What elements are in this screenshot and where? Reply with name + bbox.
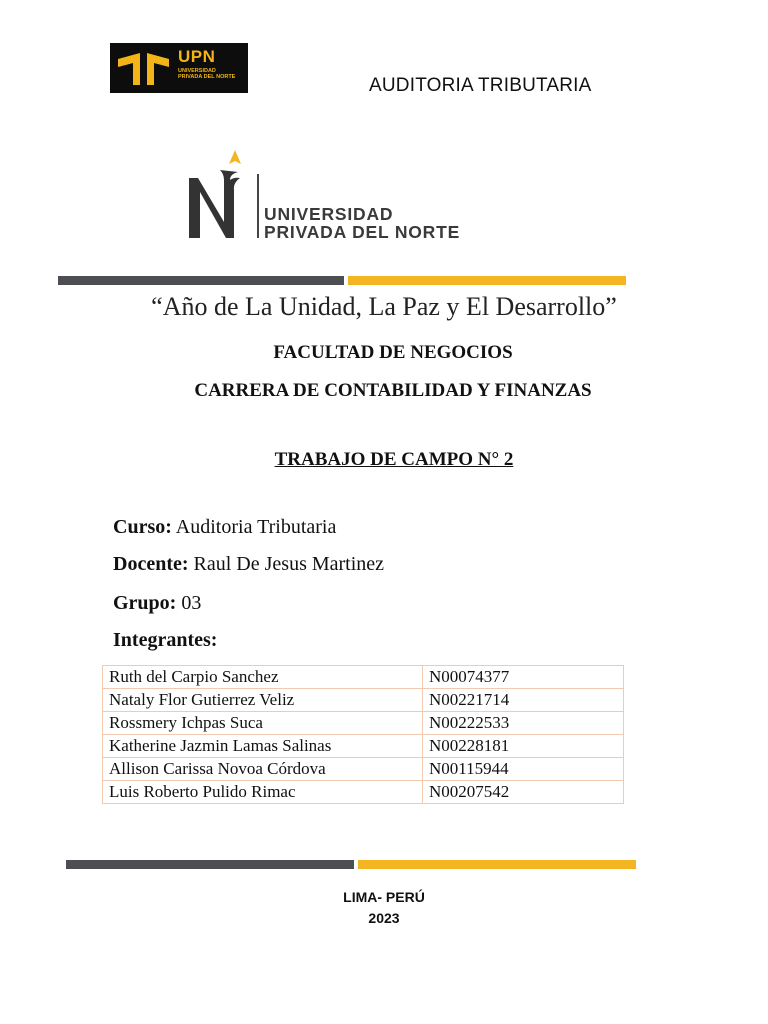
table-row xyxy=(103,781,624,804)
member-code: N00115944 xyxy=(423,758,624,781)
upn-logo-subtext: UNIVERSIDAD PRIVADA DEL NORTE xyxy=(178,68,236,80)
member-code: N00207542 xyxy=(423,781,624,804)
members-table xyxy=(102,665,624,804)
table-row xyxy=(103,735,624,758)
teacher-value: Raul De Jesus Martinez xyxy=(193,553,385,575)
table-row xyxy=(103,689,624,712)
divider-bar-dark-bottom xyxy=(66,860,354,869)
faculty-title: FACULTAD DE NEGOCIOS xyxy=(273,342,513,363)
course-label: Curso: xyxy=(113,516,172,538)
teacher-label: Docente: xyxy=(113,553,189,575)
group-value: 03 xyxy=(181,592,202,614)
work-title: TRABAJO DE CAMPO N° 2 xyxy=(274,449,514,470)
header-title: AUDITORIA TRIBUTARIA xyxy=(369,75,592,96)
member-code: N00221714 xyxy=(423,689,624,712)
university-n-emblem-icon xyxy=(186,148,266,244)
members-line xyxy=(113,629,217,652)
teacher-line xyxy=(113,553,384,576)
member-name: Katherine Jazmin Lamas Salinas xyxy=(103,735,423,758)
course-value: Auditoria Tributaria xyxy=(175,516,337,538)
group-label: Grupo: xyxy=(113,592,177,614)
upn-logo-text: UPN xyxy=(178,47,216,66)
member-name: Luis Roberto Pulido Rimac xyxy=(103,781,423,804)
motto: “Año de La Unidad, La Paz y El Desarrollo” xyxy=(151,292,617,321)
divider-bar-dark-top xyxy=(58,276,344,285)
course-line xyxy=(113,516,336,539)
member-code: N00074377 xyxy=(423,666,624,689)
member-name: Allison Carissa Novoa Córdova xyxy=(103,758,423,781)
member-name: Rossmery Ichpas Suca xyxy=(103,712,423,735)
footer-year: 2023 xyxy=(368,910,400,926)
table-row xyxy=(103,712,624,735)
member-name: Ruth del Carpio Sanchez xyxy=(103,666,423,689)
members-label: Integrantes: xyxy=(113,629,218,651)
career-title: CARRERA DE CONTABILIDAD Y FINANZAS xyxy=(194,380,592,401)
divider-bar-gold-top xyxy=(348,276,626,285)
member-name: Nataly Flor Gutierrez Veliz xyxy=(103,689,423,712)
university-name: UNIVERSIDAD PRIVADA DEL NORTE xyxy=(264,204,461,242)
member-code: N00228181 xyxy=(423,735,624,758)
upn-logo xyxy=(110,43,248,93)
university-logo xyxy=(186,148,476,244)
footer-place: LIMA- PERÚ xyxy=(343,889,425,905)
group-line xyxy=(113,592,201,615)
table-row xyxy=(103,758,624,781)
table-row xyxy=(103,666,624,689)
divider-bar-gold-bottom xyxy=(358,860,636,869)
member-code: N00222533 xyxy=(423,712,624,735)
